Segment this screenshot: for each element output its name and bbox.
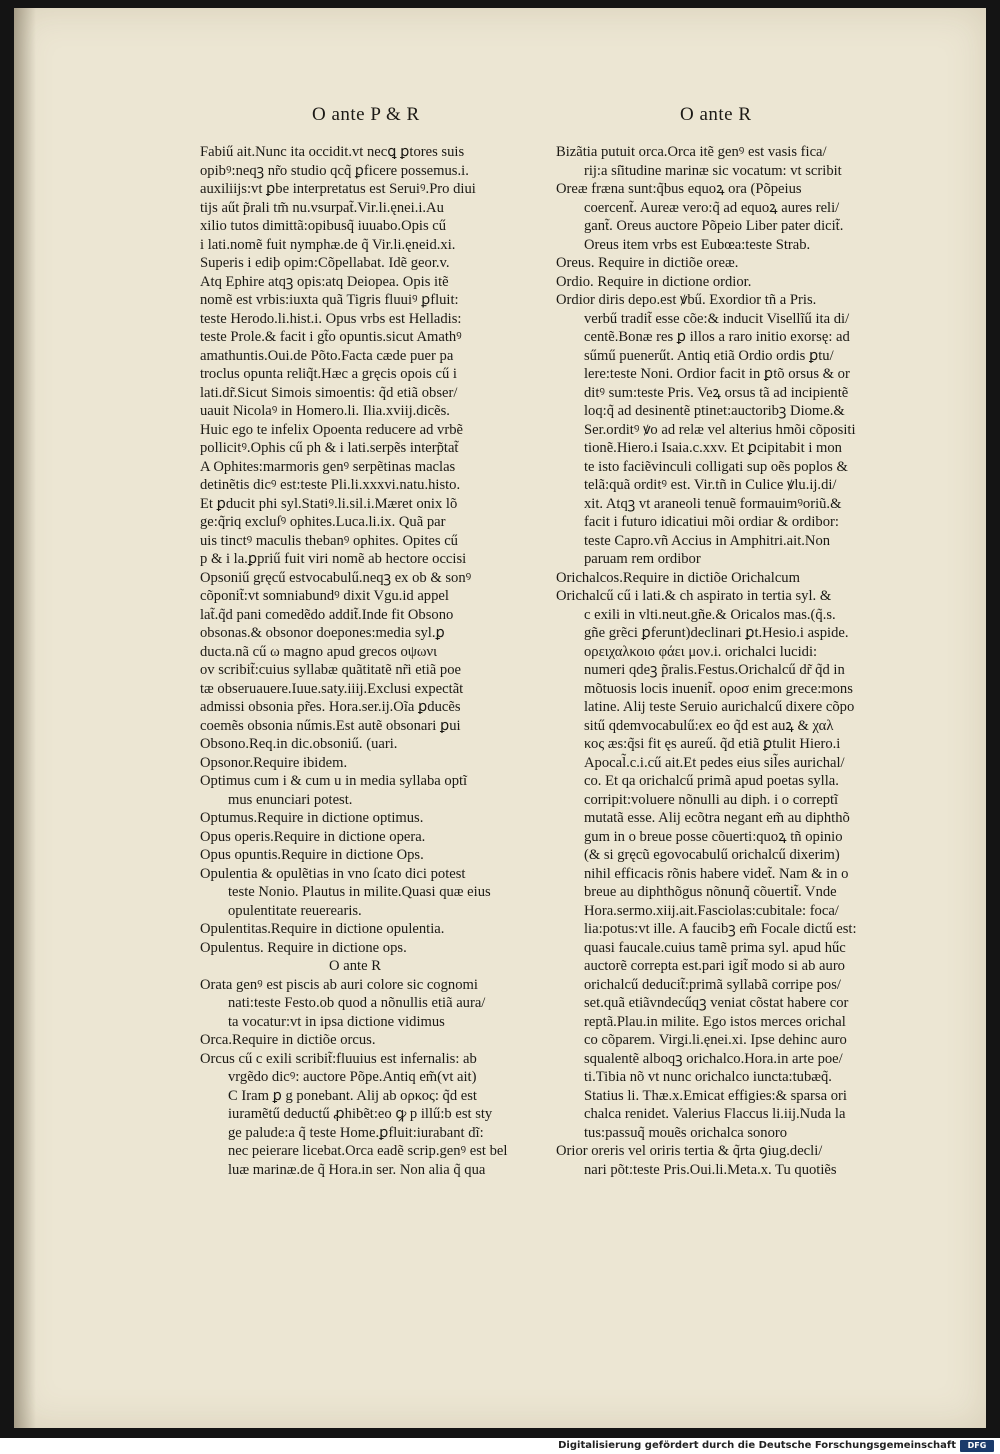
text-line: nati:teste Festo.ob quod a nõnullis etiã aura/ [228,995,486,1011]
footer-bar [0,1438,1000,1454]
text-line: Opsonor.Require ibidem. [200,754,348,771]
text-line: Bizãtia putuit orca.Orca itẽ genꝰ est vasis fica/ [556,144,827,160]
text-line: Oreus item vrbs est Eubœa:teste Strab. [584,236,811,253]
text-line: κος æs:q̃si fit ęs aureű. q̃d etiã ꝑtulit Hiero.i [584,736,841,752]
text-line: detinẽtis dicꝰ est:teste Pli.li.xxxvi.natu.histo. [200,477,461,493]
text-line: mutatã esse. Alĳ ecõtra negant em̃ au diphthõ [584,810,850,826]
text-line: Ser.orditꝰ ꝟo ad relæ vel alterius hmõi cõpositi [584,421,856,438]
text-line: facit i futuro idicatiui mõi ordiar & ordibor: [584,514,839,530]
text-line: latine. Alĳ teste Seruio aurichalcű dixere cõpo [584,699,855,715]
text-line: Opulentitas.Require in dictione opulentia. [200,921,445,937]
text-line: teste Nonio. Plautus in milite.Quasi quæ eius [228,884,491,900]
text-line: Orichalcű cű i lati.& ch aspirato in tertia syl. & [556,588,832,604]
text-line: numeri qdeꝫ p̃ralis.Festus.Orichalcű dr̃ q̃d in [584,662,845,678]
text-line: paruam rem ordibor [584,551,701,567]
text-line: vrgẽdo dicꝰ: auctore Põpe.Antiq em̃(vt ait) [228,1069,477,1085]
text-line: mus enunciari potest. [228,791,353,808]
text-line: orichalcű deducit̃:primã syllabã corripe pos/ [584,976,841,993]
text-line: ditꝰ sum:teste Pris. Veꝝ orsus tã ad incipientẽ [584,384,849,401]
text-line: Orcus cű c exili scribit̃:fluuius est infernalis: ab [200,1050,477,1067]
text-line: loq:q̃ ad desinentẽ ptinet:auctoribꝫ Diome.& [584,403,845,419]
text-line: Oreæ fræna sunt:q̃bus equoꝝ ora (Põpeius [556,181,802,197]
text-line: gum in o breue posse cõuerti:quoꝝ tñ opinio [584,828,843,845]
text-line: lat̃.q̃d pani comedẽdo addit̃.Inde fit Obsono [200,606,454,623]
text-line: Statius li. Thæ.x.Emicat effigies:& sparsa ori [584,1087,847,1104]
text-line: te isto faciẽvinculi colligati sup oẽs poplos & [584,458,848,475]
text-line: luæ marinæ.de q̃ Hora.in ser. Non alia q̃ qua [228,1161,486,1178]
text-line: lia:potus:vt ille. A faucibꝫ em̃ Focale dictű est: [584,921,857,937]
text-line: squalentẽ alboqꝫ orichalco.Hora.in arte poe/ [584,1050,843,1067]
text-line: Orca.Require in dictiõe orcus. [200,1032,376,1048]
text-line: quasi faucale.cuius tamẽ prima syl. apud hűc [584,939,846,956]
text-line: Et ꝑducit phi syl.Statiꝰ.li.sil.i.Mæret onix lõ [200,495,458,512]
gutter-shadow [14,8,36,1428]
text-line: coemẽs obsonia nűmis.Est autẽ obsonari ꝑui [200,717,461,734]
text-line: Superis i ediþ opim:Cõpellabat. Idẽ geor.v. [200,255,450,271]
text-line: Atq Ephire atqꝫ opis:atq Deiopea. Opis itẽ [200,273,449,290]
text-line: ge palude:a q̃ teste Home.ꝑfluit:iurabant dĩ: [228,1124,484,1141]
text-line: Oreus. Require in dictiõe oreæ. [556,255,739,271]
text-line: iuramẽtű deductű ꝓhibẽt:eo ꝙ p illű:b est sty [228,1106,493,1122]
text-line: (& si gręcũ egovocabulű orichalcű dixerim) [584,847,840,863]
text-line: Opulentus. Require in dictione ops. [200,939,407,956]
text-line: c exili in vlti.neut.gñe.& Oricalos mas.(q̃.s. [584,606,836,623]
text-line: troclus opunta reliq̃t.Hæc a gręcis opois cű i [200,366,457,382]
text-line: uis tinctꝰ maculis thebanꝰ ophites. Opites cű [200,532,458,549]
text-line: teste Prole.& facit i gt̃o opuntis.sicut Amathꝰ [200,329,462,345]
text-line: Opus opuntis.Require in dictione Ops. [200,847,424,863]
text-line: Apocal̃.c.i.cű ait.Et pedes eius sil̃es aurichal/ [584,754,845,771]
text-line: teste Herodo.li.hist.i. Opus vrbs est Helladis: [200,310,462,327]
text-line: rĳ:a si͂itudine marinæ sic vocatum: vt scribit [584,162,842,179]
text-line: ορειχαλκοιο φάει μον.i. orichalci lucidi: [584,643,818,660]
text-line: i lati.nomẽ fuit nymphæ.de q̃ Vir.li.ęneid.xi. [200,236,456,253]
text-line: ov scribit̃:cuius syllabæ quãtitatẽ nr̃i etiã poe [200,662,462,678]
right-text-column [556,143,916,1179]
left-text-column [200,143,560,1179]
text-line: lati.dr̃.Sicut Simois simoentis: q̃d etiã obser/ [200,384,458,401]
text-line: auxiliĳs:vt ꝑbe interpretatus est Seruiꝰ.Pro diui [200,181,476,197]
text-line: A Ophites:marmoris genꝰ serpẽtinas maclas [200,458,456,475]
text-line: Optumus.Require in dictione optimus. [200,810,424,826]
text-line: verbű tradit̃ esse cõe:& inducit Visellĩű ita di/ [584,310,850,327]
text-line: lere:teste Noni. Ordior facit in ꝑtõ orsus & or [584,366,850,382]
text-line: Huic ego te infelix Opoenta reducere ad vrbẽ [200,421,463,438]
text-line: Opus operis.Require in dictione opera. [200,828,426,845]
text-line: tĳs aűt p̃rali tm̃ nu.vsurpat̃.Vir.li.ęnei.i.Au [200,199,444,216]
text-line: Ordio. Require in dictione ordior. [556,273,752,290]
text-line: uauit Nicolaꝰ in Homero.li. Ilia.xviĳ.dicẽs. [200,403,450,419]
text-line: chalca renidet. Valerius Flaccus li.iĳ.Nuda la [584,1106,846,1122]
text-line: reptã.Plau.in milite. Ego istos merces orichal [584,1013,846,1030]
text-line: tæ obseruauere.Iuue.saty.iiĳ.Exclusi expectãt [200,680,464,697]
funding-credit: Digitalisierung gefördert durch die Deutsche Forschungsgemeinschaft [558,1440,956,1451]
text-line: gant̃. Oreus auctore Põpeio Liber pater dicit̃. [584,218,844,234]
text-line: teste Capro.vñ Accius in Amphitri.ait.Non [584,532,831,549]
text-line: mõtuosis locis inuenit̃. οροσ enim grece:mons [584,680,853,697]
text-line: C Iram ꝑ g ponebant. Alĳ ab ορκος: q̃d est [228,1087,477,1104]
text-line: xit. Atqꝫ vt araneoli tenuẽ formauimꝰoriũ.& [584,495,842,512]
text-line: Opsoniű gręcű estvocabulű.neqꝫ ex ob & sonꝰ [200,569,472,586]
dfg-logo: DFG [960,1440,994,1452]
text-line: sitű qdemvocabulű:ex eo q̃d est auꝝ & χαλ [584,717,834,734]
text-line: Orata genꝰ est piscis ab auri colore sic cognomi [200,976,478,993]
text-line: nihil efficacis rõnis habere videt̃. Nam & in o [584,865,849,882]
text-line: ge:q̃riq excluſꝰ ophites.Luca.li.ix. Quã par [200,514,446,530]
text-line: nari põt:teste Pris.Oui.li.Meta.x. Tu quotiẽs [584,1161,837,1178]
text-line: breue au diphthõgus nõnunq̃ cõuertit̃. Vnde [584,884,837,900]
text-line: tus:passuq̃ mouẽs orichalca sonoro [584,1124,788,1141]
text-line: co cõparem. Virgi.li.ęnei.xi. Ipse dehinc auro [584,1032,847,1048]
running-head-left: O ante P & R [312,104,420,125]
text-line: co. Et qa orichalcű primã apud poetas sylla. [584,773,839,789]
text-line: Orior oreris vel oriris tertia & q̃rta ꝯiug.decli/ [556,1143,823,1159]
text-line: ta vocatur:vt in ipsa dictione vidimus [228,1013,445,1030]
text-line: sűmű puenerűt. Antiq etiã Ordio ordis ꝑtu/ [584,347,834,364]
text-line: corripit:voluere nõnulli au diph. i o correptĩ [584,791,839,808]
text-line: pollicitꝰ.Ophis cű ph & i lati.serpẽs interp̃tat̃ [200,440,459,456]
text-line: opibꝰ:neqꝫ nr̃o studio qcq̃ ꝑficere possemus.i. [200,162,469,179]
text-line: obsonas.& obsonor doepones:media syl.ꝑ [200,625,445,641]
text-line: Ordior diris depo.est ꝟbű. Exordior tñ a Pris. [556,292,817,308]
text-line: tionẽ.Hiero.i Isaia.c.xxv. Et ꝑcipitabit i mon [584,440,842,456]
text-line: nomẽ est vrbis:iuxta quã Tigris fluuiꝰ ꝑfluit: [200,292,459,308]
running-head-right: O ante R [680,104,752,125]
text-line: xilio tutos dimittã:opibusq̃ iuuabo.Opis cű [200,218,447,234]
text-line: Hora.sermo.xiĳ.ait.Fasciolas:cubitale: foca/ [584,902,839,919]
text-line: cõponit̃:vt somniabundꝰ dixit Vgu.id appel [200,588,449,604]
text-line: opulentitate reuerearis. [228,902,362,919]
text-line: Opulentia & opulẽtias in vno ſcato dici potest [200,865,466,882]
text-line: p & i la.ꝑpriű fuit viri nomẽ ab hectore occisi [200,551,467,567]
text-line: nec peierare licebat.Orca eadẽ scrip.genꝰ est bel [228,1143,508,1159]
text-line: O ante R [329,958,381,974]
text-line: auctorẽ correpta est.pari igit̃ modo si ab auro [584,958,845,974]
text-line: Optimus cum i & cum u in media syllaba optĩ [200,773,468,789]
text-line: set.quã etiãvndecűqꝫ veniat cõstat habere cor [584,995,849,1011]
text-line: telã:quã orditꝰ est. Vir.tñ in Culice ꝟlu.ĳ.di/ [584,477,837,493]
text-line: gñe grẽci ꝑferunt)declinari ꝑt.Hesio.i aspide. [584,625,849,641]
text-line: Fabiű ait.Nunc ita occidit.vt necꝗ ꝑtores suis [200,144,465,160]
text-line: ti.Tibia nõ vt nunc orichalco iuncta:tubæq̃. [584,1069,832,1085]
text-line: Obsono.Req.in dic.obsoniű. (uari. [200,736,398,752]
text-line: amathuntis.Oui.de Põto.Facta cæde puer pa [200,347,454,364]
text-line: centẽ.Bonæ res ꝑ illos a raro initio exorsę: ad [584,329,850,345]
text-line: coercent̃. Aureæ vero:q̃ ad equoꝝ aures reli/ [584,199,840,216]
text-line: Orichalcos.Require in dictiõe Orichalcum [556,569,800,586]
text-line: ducta.nã cű ω magno apud grecos οψωνι [200,643,438,660]
text-line: admissi obsonia pr̃es. Hora.ser.ĳ.Oĩa ꝑducẽs [200,699,461,715]
